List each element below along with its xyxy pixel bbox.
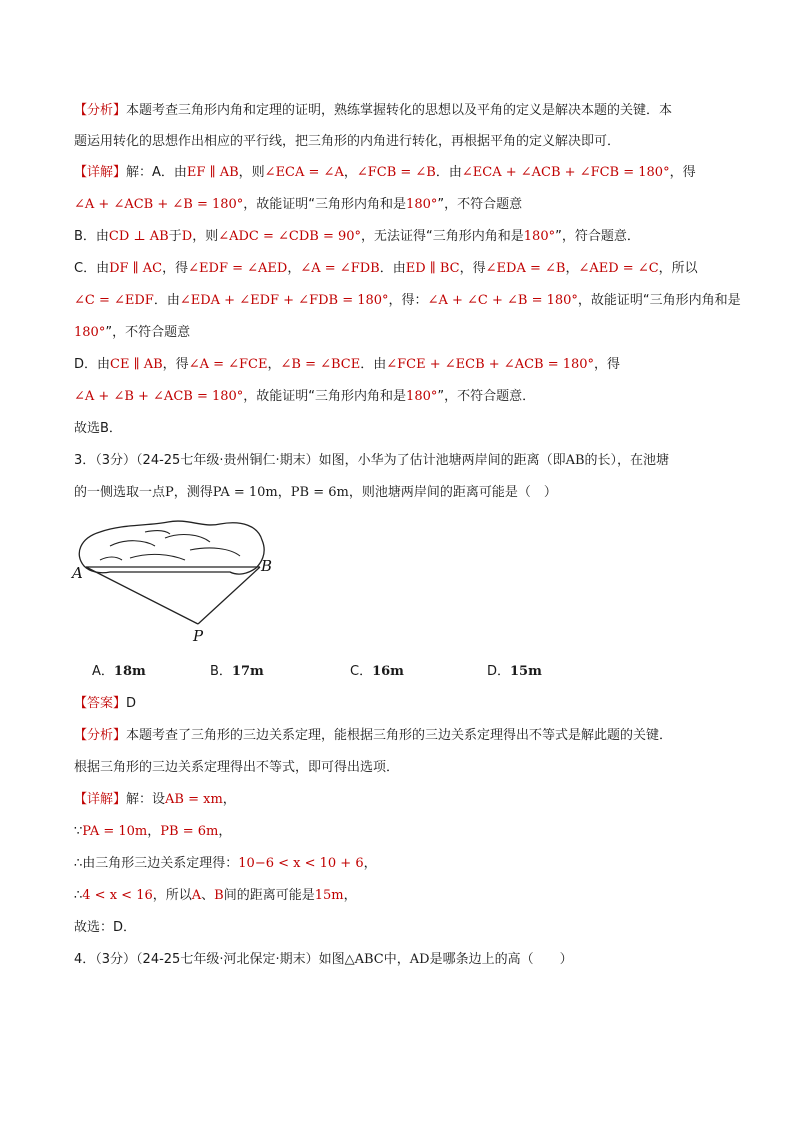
text-segment: ∴: [74, 888, 83, 903]
text-segment: ，得: [669, 165, 696, 180]
option-value: 18m: [113, 664, 146, 679]
text-segment: ，得: [162, 261, 189, 276]
text-segment: 中，: [383, 952, 410, 967]
text-segment: 【答案】: [74, 696, 127, 711]
text-segment: 解：设: [126, 792, 166, 807]
text-segment: ”，符合题意．: [555, 229, 640, 244]
text-segment: ∠ADC = ∠CDB = 90°: [218, 229, 362, 244]
text-line: [74, 694, 136, 714]
text-segment: D: [126, 696, 137, 711]
option-c[interactable]: [350, 662, 404, 682]
text-segment: ，则: [192, 229, 219, 244]
text-segment: ∠A = ∠FDB: [300, 261, 380, 276]
text-segment: ，则: [238, 165, 265, 180]
text-segment: PB = 6m: [160, 824, 219, 839]
text-line: [74, 419, 122, 439]
pond-figure: [70, 516, 290, 656]
text-segment: ，得: [459, 261, 486, 276]
text-line: [74, 451, 669, 471]
option-value: 15m: [510, 664, 542, 679]
label-b: B: [261, 557, 273, 575]
text-segment: C．由: [74, 261, 110, 276]
text-segment: ∠ECA = ∠A: [264, 165, 344, 180]
text-line: [74, 758, 399, 778]
text-segment: DF ∥ AC: [109, 261, 163, 276]
text-line: [74, 259, 698, 279]
text-segment: ，: [277, 485, 291, 500]
text-segment: CD ⊥ AB: [108, 229, 169, 244]
text-segment: 【详解】: [74, 792, 127, 807]
text-segment: 4．（3分）（24-25七年级·河北保定·期末）如图: [74, 952, 345, 967]
option-a[interactable]: [92, 662, 146, 682]
text-segment: ，: [363, 856, 377, 871]
text-segment: ∠FCB = ∠B: [356, 165, 436, 180]
text-segment: 的长），在池塘: [584, 453, 670, 468]
text-line: [74, 101, 672, 121]
text-segment: 180°: [406, 389, 438, 404]
text-line: [74, 918, 136, 938]
text-segment: ，所以: [658, 261, 698, 276]
text-segment: B．由: [74, 229, 109, 244]
text-segment: CE ∥ AB: [110, 357, 163, 372]
text-line: [74, 854, 377, 874]
segment-bp: [198, 567, 260, 624]
text-line: [74, 227, 640, 247]
text-segment: EF ∥ AB: [186, 165, 239, 180]
text-segment: ，得：: [388, 293, 428, 308]
text-segment: D: [181, 229, 193, 244]
text-line: [74, 387, 535, 407]
label-a: A: [72, 564, 83, 582]
option-letter: B．: [210, 664, 232, 679]
text-line: [74, 886, 357, 906]
text-segment: 本题考查三角形内角和定理的证明，熟练掌握转化的思想以及平角的定义是解决本题的关键．本: [126, 103, 673, 118]
text-segment: ，所以: [152, 888, 192, 903]
text-segment: 故选B．: [74, 421, 122, 436]
text-segment: △ABC: [344, 952, 384, 967]
text-segment: 根据三角形的三边关系定理得出不等式，即可得出选项．: [74, 760, 400, 775]
text-segment: 间的距离可能是: [223, 888, 315, 903]
text-segment: ∵: [74, 824, 83, 839]
text-line: [74, 822, 231, 842]
text-segment: ED ∥ BC: [405, 261, 460, 276]
text-segment: ∠A = ∠FCE: [188, 357, 268, 372]
text-segment: 3．（3分）（24-25七年级·贵州铜仁·期末）如图，小华为了估计池塘两岸间的距离（即: [74, 453, 566, 468]
text-segment: ，得: [162, 357, 189, 372]
text-segment: ∠A + ∠B + ∠ACB = 180°: [74, 389, 244, 404]
text-segment: AD: [409, 952, 430, 967]
text-segment: ，故能证明“三角形内角和是: [577, 293, 741, 308]
option-b[interactable]: [210, 662, 264, 682]
text-segment: ”，不符合题意．: [437, 389, 536, 404]
text-segment: AB = xm: [165, 792, 223, 807]
text-segment: ，测得: [173, 485, 213, 500]
pond-outline: [79, 521, 264, 574]
text-segment: 题运用转化的思想作出相应的平行线，把三角形的内角进行转化，再根据平角的定义解决即可．: [74, 134, 621, 149]
text-segment: 是哪条边上的高（ ）: [429, 952, 573, 967]
text-segment: ∠B = ∠BCE: [280, 357, 361, 372]
text-segment: P: [165, 485, 174, 500]
text-segment: ，故能证明“三角形内角和是: [243, 389, 407, 404]
text-segment: ∠EDF = ∠AED: [188, 261, 288, 276]
label-p: P: [193, 627, 204, 645]
text-segment: 180°: [74, 325, 106, 340]
option-d[interactable]: [487, 662, 542, 682]
text-segment: PB = 6m: [290, 485, 349, 500]
text-line: [74, 132, 620, 152]
text-segment: ∠C = ∠EDF: [74, 293, 154, 308]
text-segment: ”，不符合题意: [437, 197, 523, 212]
text-segment: ，得: [594, 357, 621, 372]
text-line: [74, 355, 620, 375]
text-segment: 的一侧选取一点: [74, 485, 166, 500]
text-segment: PA = 10m: [82, 824, 148, 839]
text-segment: ，: [267, 357, 281, 372]
text-segment: B: [214, 888, 224, 903]
text-segment: ∠EDA = ∠B: [485, 261, 566, 276]
text-line: [74, 726, 672, 746]
text-segment: ∠AED = ∠C: [578, 261, 659, 276]
text-segment: ，故能证明“三角形内角和是: [243, 197, 407, 212]
text-segment: 、: [201, 888, 215, 903]
text-segment: ，: [343, 165, 357, 180]
option-letter: C．: [350, 664, 373, 679]
text-segment: ∠EDA + ∠EDF + ∠FDB = 180°: [179, 293, 389, 308]
text-line: [74, 291, 741, 311]
text-segment: 本题考查了三角形的三边关系定理，能根据三角形的三边关系定理得出不等式是解此题的关键．: [126, 728, 673, 743]
text-segment: ，: [147, 824, 161, 839]
text-segment: 4 < x < 16: [82, 888, 153, 903]
text-line: [74, 483, 557, 503]
text-segment: ．由: [435, 165, 462, 180]
text-segment: 【分析】: [74, 728, 127, 743]
text-segment: D．由: [74, 357, 111, 372]
text-segment: ，: [343, 888, 357, 903]
text-segment: ∴由三角形三边关系定理得：: [74, 856, 239, 871]
pond-ripples: [100, 531, 240, 560]
option-value: 16m: [372, 664, 404, 679]
text-segment: ，: [287, 261, 301, 276]
text-segment: 于: [168, 229, 182, 244]
text-line: [74, 950, 573, 970]
text-line: [74, 195, 522, 215]
text-segment: ，则池塘两岸间的距离可能是（ ）: [348, 485, 557, 500]
text-segment: AB: [565, 453, 585, 468]
text-segment: ∠FCE + ∠ECB + ∠ACB = 180°: [386, 357, 595, 372]
text-segment: 解：A．由: [126, 165, 187, 180]
text-segment: 15m: [314, 888, 344, 903]
text-segment: ，无法证得“三角形内角和是: [361, 229, 524, 244]
text-segment: 故选：D．: [74, 920, 137, 935]
text-segment: ∠A + ∠C + ∠B = 180°: [427, 293, 578, 308]
option-letter: D．: [487, 664, 511, 679]
text-segment: ∠A + ∠ACB + ∠B = 180°: [74, 197, 244, 212]
text-segment: ，: [218, 824, 232, 839]
text-segment: 【分析】: [74, 103, 127, 118]
text-segment: ．由: [153, 293, 180, 308]
text-segment: 【详解】: [74, 165, 127, 180]
option-value: 17m: [231, 664, 264, 679]
text-segment: ∠ECA + ∠ACB + ∠FCB = 180°: [461, 165, 670, 180]
text-segment: ”，不符合题意: [105, 325, 191, 340]
text-segment: ．由: [360, 357, 387, 372]
text-line: [74, 790, 236, 810]
text-segment: PA = 10m: [212, 485, 278, 500]
text-segment: 180°: [523, 229, 556, 244]
text-segment: ．由: [379, 261, 406, 276]
text-segment: 180°: [406, 197, 438, 212]
text-segment: ，: [222, 792, 236, 807]
option-letter: A．: [92, 664, 114, 679]
text-segment: A: [191, 888, 202, 903]
segment-ap: [86, 567, 198, 624]
text-line: [74, 163, 696, 183]
text-segment: ，: [565, 261, 579, 276]
text-segment: 10−6 < x < 10 + 6: [238, 856, 364, 871]
text-line: [74, 323, 190, 343]
